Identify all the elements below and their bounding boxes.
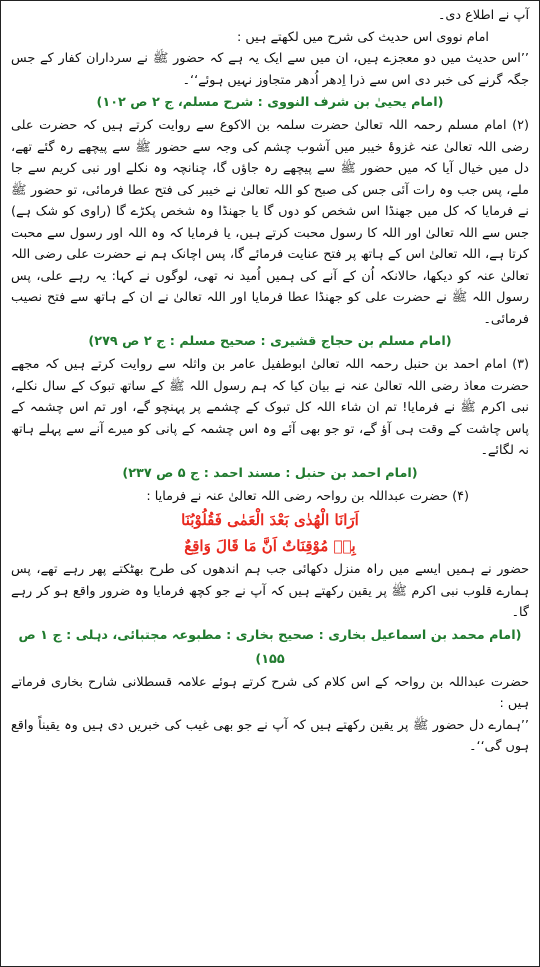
arabic-verse-line-1: اَرَانَا الْهُدٰی بَعْدَ الْعَمٰی فَقُلُوْبُنَا bbox=[181, 511, 359, 529]
arabic-verse-line-2: بِهٖ مُوْقِنَاتٌ اَنَّ مَا قَالَ وَاقِعٌ bbox=[184, 537, 356, 555]
text-line: امام نووی اس حدیث کی شرح میں لکھتے ہیں : bbox=[236, 29, 489, 45]
quotation-paragraph: ’’اس حدیث میں دو معجزے ہیں، ان میں سے ایک یہ ہے کہ حضور ﷺ نے سرداران کفار کے جس جگہ گرنے کی خبر دی اس سے ذرا اِدھر اُدھر متجاوز نہیں ہوئے‘‘۔ bbox=[11, 51, 529, 88]
hadith-paragraph-2: (۲) امام مسلم رحمہ اللہ تعالیٰ حضرت سلمہ بن الاکوع سے روایت کرتے ہیں کہ حضرت علی رضی اللہ تعالیٰ عنہ غزوۂ خیبر میں آشوب چشم کی وجہ سے حضور ﷺ سے پیچھے رہ گئے تھے، دل میں خیال آیا کہ میں حضور ﷺ سے پیچھے رہ جاؤں گا، چنانچہ وہ نکلے اور نبی کریم سے جا ملے، پس جب وہ رات آئی جس کی صبح کو اللہ تعالیٰ نے خیبر کی فتح عطا فرمائی، تو حضور ﷺ نے فرمایا کہ کل میں جھنڈا اس شخص کو دوں گا یا جھنڈا وہ شخص پکڑے گا (راوی کو شک ہے) جس سے اللہ تعالیٰ اور اللہ کا رسول محبت کرتے ہیں، یا فرمایا کہ وہ اللہ اور رسول سے محبت کرتا ہے، اللہ تعالیٰ اس کے ہاتھ پر فتح عنایت فرمائے گا، پس اچانک ہم نے حضرت علی رضی اللہ تعالیٰ عنہ کو دیکھا، حالانکہ اُن کے آنے کی ہمیں اُمید نہ تھی، لوگوں نے کہا: یہ رہے علی، پس رسول اللہ ﷺ نے حضرت علی کو جھنڈا عطا فرمایا اور اللہ تعالیٰ نے ان کے ہاتھ سے فتح نصیب فرمائی۔ bbox=[11, 118, 529, 327]
citation: (امام یحییٰ بن شرف النووی : شرح مسلم، ج ۲ ص ۱۰۲) bbox=[96, 95, 444, 110]
citation: (امام مسلم بن حجاج قشیری : صحیح مسلم : ج ۲ ص ۲۷۹) bbox=[88, 334, 452, 349]
text-line: (۴) حضرت عبداللہ بن رواحہ رضی اللہ تعالیٰ عنہ نے فرمایا : bbox=[146, 488, 469, 504]
commentary-paragraph: حضرت عبداللہ بن رواحہ کے اس کلام کی شرح کرتے ہوئے علامہ قسطلانی شارح بخاری فرماتے ہیں : bbox=[11, 674, 529, 711]
citation: (امام محمد بن اسماعیل بخاری : صحیح بخاری : مطبوعہ مجتبائی، دہلی : ج ۱ ص ۱۵۵) bbox=[18, 627, 522, 667]
quotation-paragraph: ’’ہمارے دل حضور ﷺ پر یقین رکھتے ہیں کہ آپ نے جو بھی غیب کی خبریں دی ہیں وہ یقیناً واقع ہوں گی‘‘۔ bbox=[11, 717, 529, 754]
translation-paragraph: حضور نے ہمیں ایسے میں راہ منزل دکھائی جب ہم اندھوں کی طرح بھٹکتے پھر رہے تھے، پس ہمارے قلوب نبی اکرم ﷺ پر یقین رکھتے ہیں کہ آپ نے جو کچھ فرمایا وہ ضرور واقع ہو کر رہے گا۔ bbox=[11, 562, 529, 620]
text-line: آپ نے اطلاع دی۔ bbox=[437, 8, 529, 23]
hadith-paragraph-3: (۳) امام احمد بن حنبل رحمہ اللہ تعالیٰ ابوطفیل عامر بن واثلہ سے روایت کرتے ہیں کہ مجھے حضرت معاذ رضی اللہ تعالیٰ عنہ نے بیان کیا کہ ہم رسول اللہ ﷺ کے ساتھ تبوک کے سال نکلے، نبی اکرم ﷺ نے فرمایا! تم ان شاء اللہ کل تبوک کے چشمے پر پہنچو گے، اور تم اس چشمہ کے پاس چاشت کے وقت ہی آؤ گے، تو جو بھی آئے وہ اس چشمہ کے پانی کو میرے آنے سے پہلے ہاتھ نہ لگائے۔ bbox=[11, 357, 529, 458]
citation: (امام احمد بن حنبل : مسند احمد : ج ۵ ص ۲۳۷) bbox=[122, 465, 418, 481]
